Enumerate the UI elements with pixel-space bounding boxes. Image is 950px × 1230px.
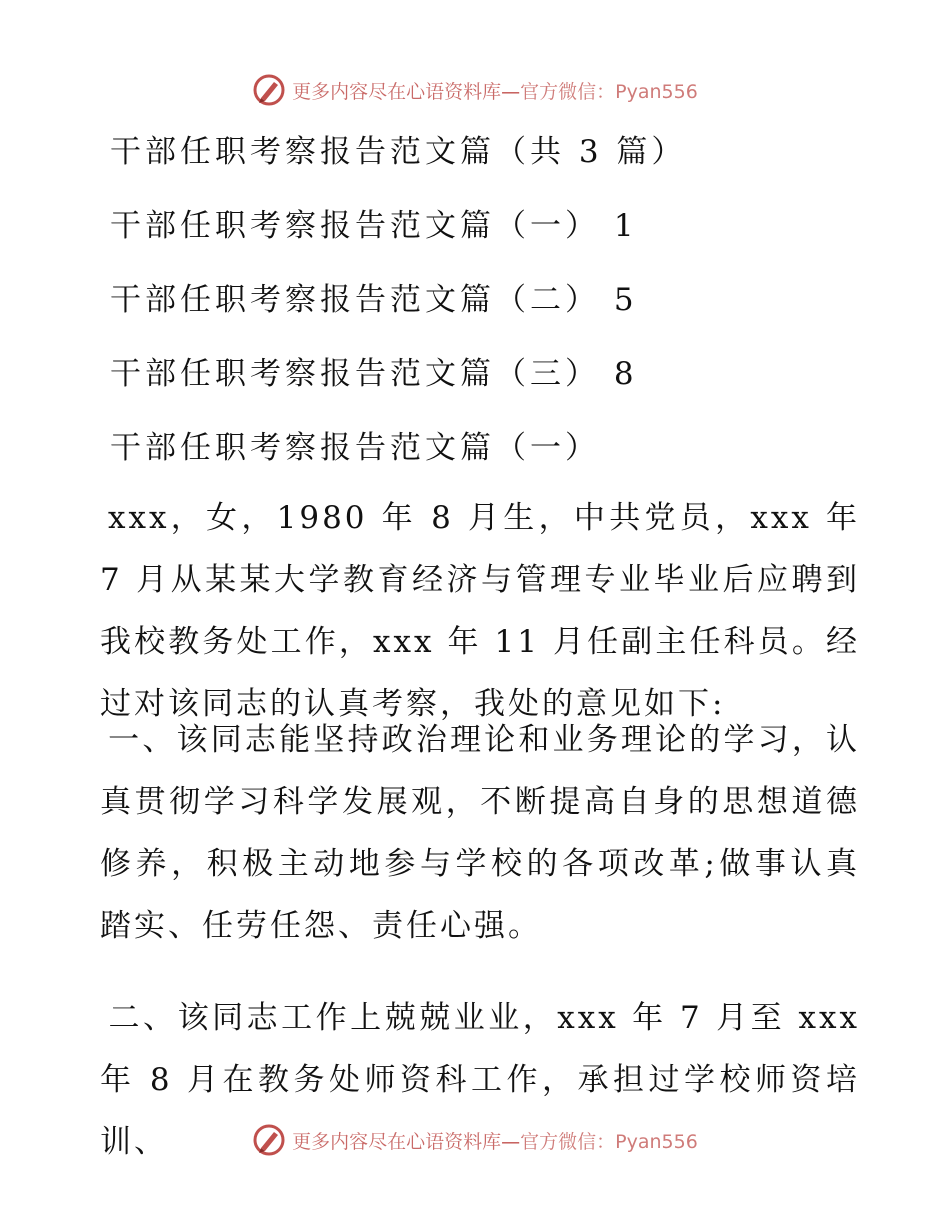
toc-item-3: 干部任职考察报告范文篇（三） 8 — [110, 356, 638, 392]
paragraph-2-text: 一、该同志能坚持政治理论和业务理论的学习，认真贯彻学习科学发展观，不断提高自身的思想道德修养，积极主动地参与学校的各项改革;做事认真踏实、任劳任怨、责任心强。 — [100, 722, 860, 944]
paragraph-1 — [100, 487, 860, 735]
banner-site-text: 更多内容尽在心语资料库 — [292, 80, 502, 103]
paragraph-1-text: xxx，女，1980 年 8 月生，中共党员，xxx 年 7 月从某某大学教育经济与管理专业毕业后应聘到我校教务处工作，xxx 年 11 月任副主任科员。经过对该同志的认真考察，我处的意见如下: — [100, 500, 860, 722]
paragraph-2 — [100, 709, 860, 957]
banner-wechat-text: 官方微信：Pyan556 — [520, 1130, 698, 1153]
toc-item-2: 干部任职考察报告范文篇（二） 5 — [110, 282, 638, 318]
pen-logo-icon — [252, 73, 286, 107]
section-heading: 干部任职考察报告范文篇（一） — [110, 430, 600, 466]
banner-text — [292, 1127, 698, 1154]
header-banner — [0, 70, 950, 110]
banner-wechat-text: 官方微信：Pyan556 — [520, 80, 698, 103]
toc-title: 干部任职考察报告范文篇（共 3 篇） — [110, 134, 687, 170]
paragraph-3-text: 二、该同志工作上兢兢业业，xxx 年 7 月至 xxx 年 8 月在教务处师资科工作，承担过学校师资培训、 — [100, 1000, 860, 1160]
toc-item-1: 干部任职考察报告范文篇（一） 1 — [110, 208, 638, 244]
banner-dash: — — [501, 1130, 521, 1153]
footer-banner — [0, 1120, 950, 1160]
banner-dash: — — [501, 80, 521, 103]
banner-text — [292, 77, 698, 104]
banner-site-text: 更多内容尽在心语资料库 — [292, 1130, 502, 1153]
pen-logo-icon — [252, 1123, 286, 1157]
